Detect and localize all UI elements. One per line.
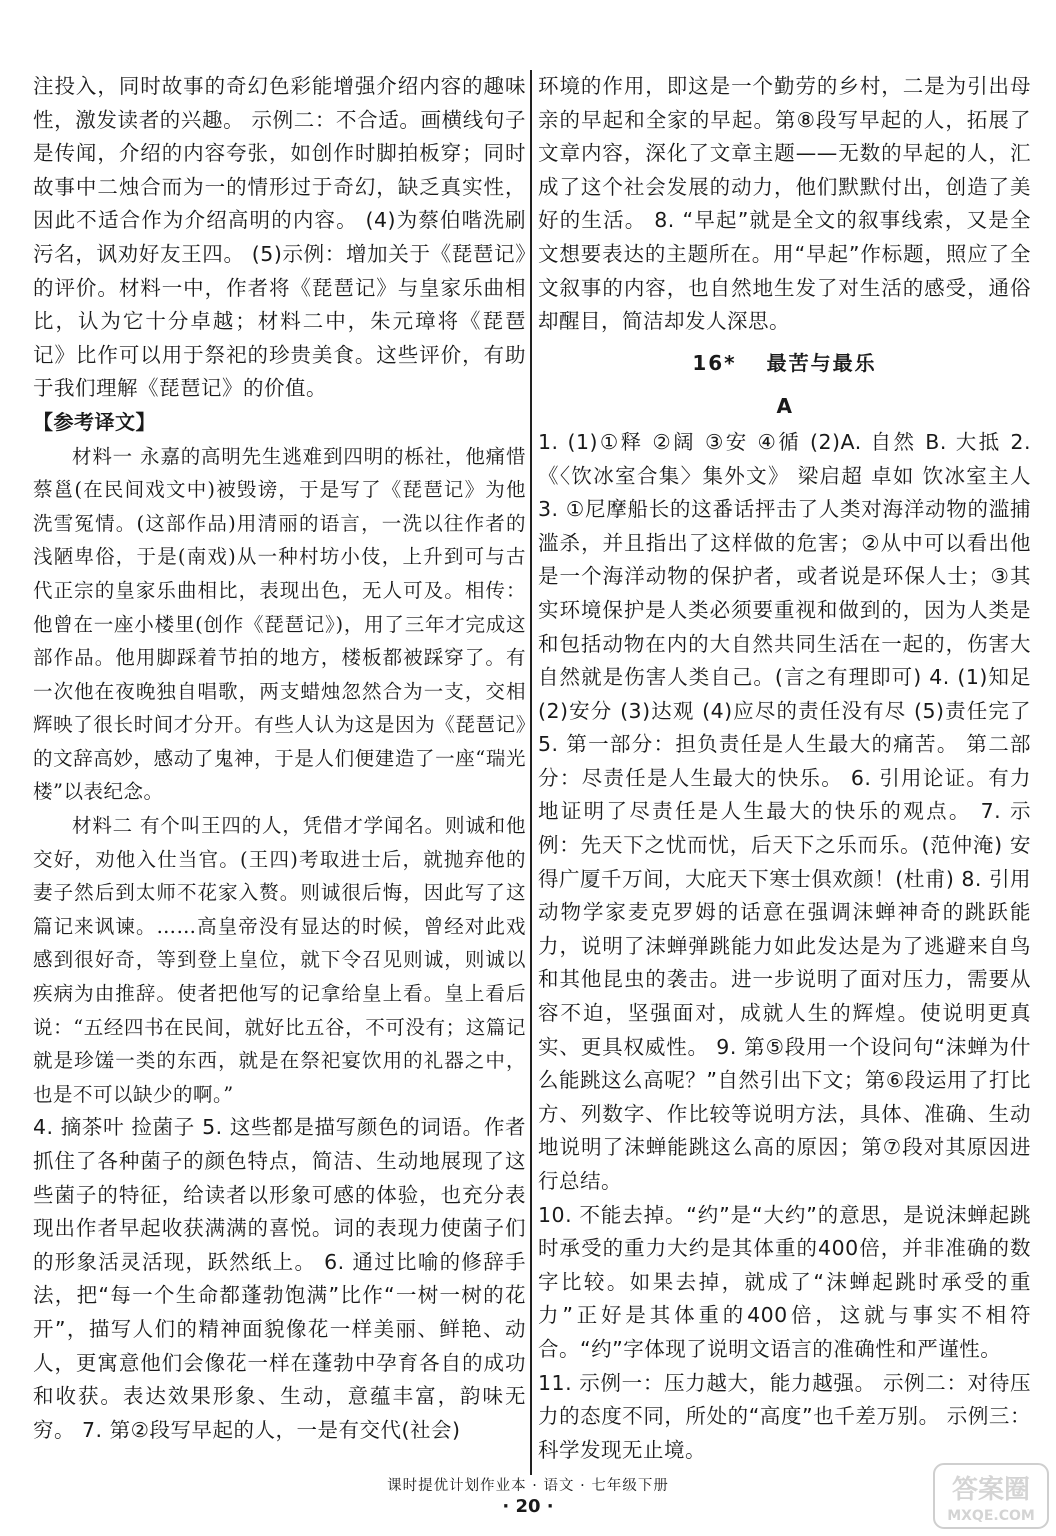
right-answer-paragraph: 环境的作用，即这是一个勤劳的乡村，二是为引出母亲的早起和全家的早起。第⑧段写早起的人，拓展了文章内容，深化了文章主题——无数的早起的人，汇成了这个社会发展的动力，他们默默付出，创造了美好的生活。 8. “早起”就是全文的叙事线索，又是全文想要表达的主题所在。用“早起”作标题，照应了全文叙事的内容，也自然地生发了对生活的感受，通俗却醒目，简洁却发人深思。 [538, 74, 1031, 334]
material-two-translation: 材料二 有个叫王四的人，凭借才学闻名。则诚和他交好，劝他入仕当官。(王四)考取进士后，就抛弃他的妻子然后到太师不花家入赘。则诚很后悔，因此写了这篇记来讽谏。……高皇帝没有显达的时候，曾经对此戏感到很好奇，等到登上皇位，就下令召见则诚，则诚以疾病为由推辞。使者把他写的记拿给皇上看。皇上看后说：“五经四书在民间，就好比五谷，不可没有；这篇记就是珍馐一类的东西，就是在祭祀宴饮用的礼器之中，也是不可以缺少的啊。” [33, 814, 526, 1106]
section-heading [538, 347, 1031, 381]
reference-translation-tag: 【参考译文】 [33, 409, 156, 434]
page-number: · 20 · [502, 1496, 554, 1517]
column-divider [530, 70, 532, 1475]
answer-11: 11. 示例一：压力越大，能力越强。 示例二：对待压力的态度不同，所处的“高度”也千差万别。 示例三：科学发现无止境。 [538, 1370, 1031, 1462]
left-column [33, 70, 526, 1447]
footer-book-title: 课时提优计划作业本 · 语文 · 七年级下册 [387, 1478, 669, 1494]
section-answers-1-9: 1. (1)①释 ②阔 ③安 ④循 (2)A. 自然 B. 大抵 2.《〈饮冰室合集〉集外文》 梁启超 卓如 饮冰室主人 3. ①尼摩船长的这番话抨击了人类对海洋动物的滥捕滥杀，并且指出了这样做的危害；②从中可以看出他是一个海洋动物的保护者，或者说是环保人士；③其实环境保护是人类必须要重视和做到的，因为人类是和包括动物在内的大自然共同生活在一起的，伤害大自然就是伤害人类自己。(言之有理即可) 4. (1)知足 (2)安分 (3)达观 (4)应尽的责任没有尽 (5)责任完了 5. 第一部分：担负责任是人生最大的痛苦。 第二部分：尽责任是人生最大的快乐。 6. 引用论证。有力地证明了尽责任是人生最大的快乐的观点。 7. 示例：先天下之忧而忧，后天下之乐而乐。(范仲淹) 安得广厦千万间，大庇天下寒士俱欢颜！(杜甫) 8. 引用动物学家麦克罗姆的话意在强调沫蝉神奇的跳跃能力，说明了沫蝉弹跳能力如此发达是为了逃避来自鸟和其他昆虫的袭击。进一步说明了面对压力，需要从容不迫，坚强面对，成就人生的辉煌。使说明更真实、更具权威性。 9. 第⑤段用一个设问句“沫蝉为什么能跳这么高呢？”自然引出下文；第⑥段运用了打比方、列数字、作比较等说明方法，具体、准确、生动地说明了沫蝉能跳这么高的原因；第⑦段对其原因进行总结。 [538, 429, 1031, 1193]
left-answers-4-7: 4. 摘茶叶 捡菌子 5. 这些都是描写颜色的词语。作者抓住了各种菌子的颜色特点，简洁、生动地展现了这些菌子的特征，给读者以形象可感的体验，也充分表现出作者早起收获满满的喜悦。词的表现力使菌子们的形象活灵活现，跃然纸上。 6. 通过比喻的修辞手法，把“每一个生命都蓬勃饱满”比作“一树一树的花开”，描写人们的精神面貌像花一样美丽、鲜艳、动人，更寓意他们会像花一样在蓬勃中孕育各自的成功和收获。表达效果形象、生动，意蕴丰富，韵味无穷。 7. 第②段写早起的人，一是有交代(社会) [33, 1115, 526, 1442]
left-answer-paragraph: 注投入，同时故事的奇幻色彩能增强介绍内容的趣味性，激发读者的兴趣。 示例二：不合适。画横线句子是传闻，介绍的内容夸张，如创作时脚拍板穿；同时故事中二烛合而为一的情形过于奇幻，缺乏真实性，因此不适合作为介绍高明的内容。 (4)为蔡伯喈洗刷污名，讽劝好友王四。 (5)示例：增加关于《琵琶记》的评价。材料一中，作者将《琵琶记》与皇家乐曲相比，认为它十分卓越；材料二中，朱元璋将《琵琶记》比作可以用于祭祀的珍贵美食。这些评价，有助于我们理解《琵琶记》的价值。 [33, 74, 526, 401]
right-column [538, 70, 1031, 1467]
subsection-label: A [776, 394, 793, 419]
material-one-translation: 材料一 永嘉的高明先生逃难到四明的栎社，他痛惜蔡邕(在民间戏文中)被毁谤，于是写了《琵琶记》为他洗雪冤情。(这部作品)用清丽的语言，一洗以往作者的浅陋卑俗，于是(南戏)从一种村坊小伎，上升到可与古代正宗的皇家乐曲相比，表现出色，无人可及。相传：他曾在一座小楼里(创作《琵琶记》)，用了三年才完成这部作品。他用脚踩着节拍的地方，楼板都被踩穿了。有一次他在夜晚独自唱歌，两支蜡烛忽然合为一支，交相辉映了很长时间才分开。有些人认为这是因为《琵琶记》的文辞高妙，感动了鬼神，于是人们便建造了一座“瑞光楼”以表纪念。 [33, 444, 526, 804]
watermark-logo [932, 1462, 1050, 1530]
watermark-text: 答案圈 [951, 1475, 1031, 1505]
section-title: 最苦与最乐 [766, 350, 877, 375]
answer-10: 10. 不能去掉。“约”是“大约”的意思，是说沫蝉起跳时承受的重力大约是其体重的400倍，并非准确的数字比较。如果去掉，就成了“沫蝉起跳时承受的重力”正好是其体重的400倍，这就与事实不相符合。“约”字体现了说明文语言的准确性和严谨性。 [538, 1202, 1031, 1361]
section-number: 16* [692, 350, 737, 375]
watermark-url: MXQE.COM [947, 1508, 1035, 1524]
